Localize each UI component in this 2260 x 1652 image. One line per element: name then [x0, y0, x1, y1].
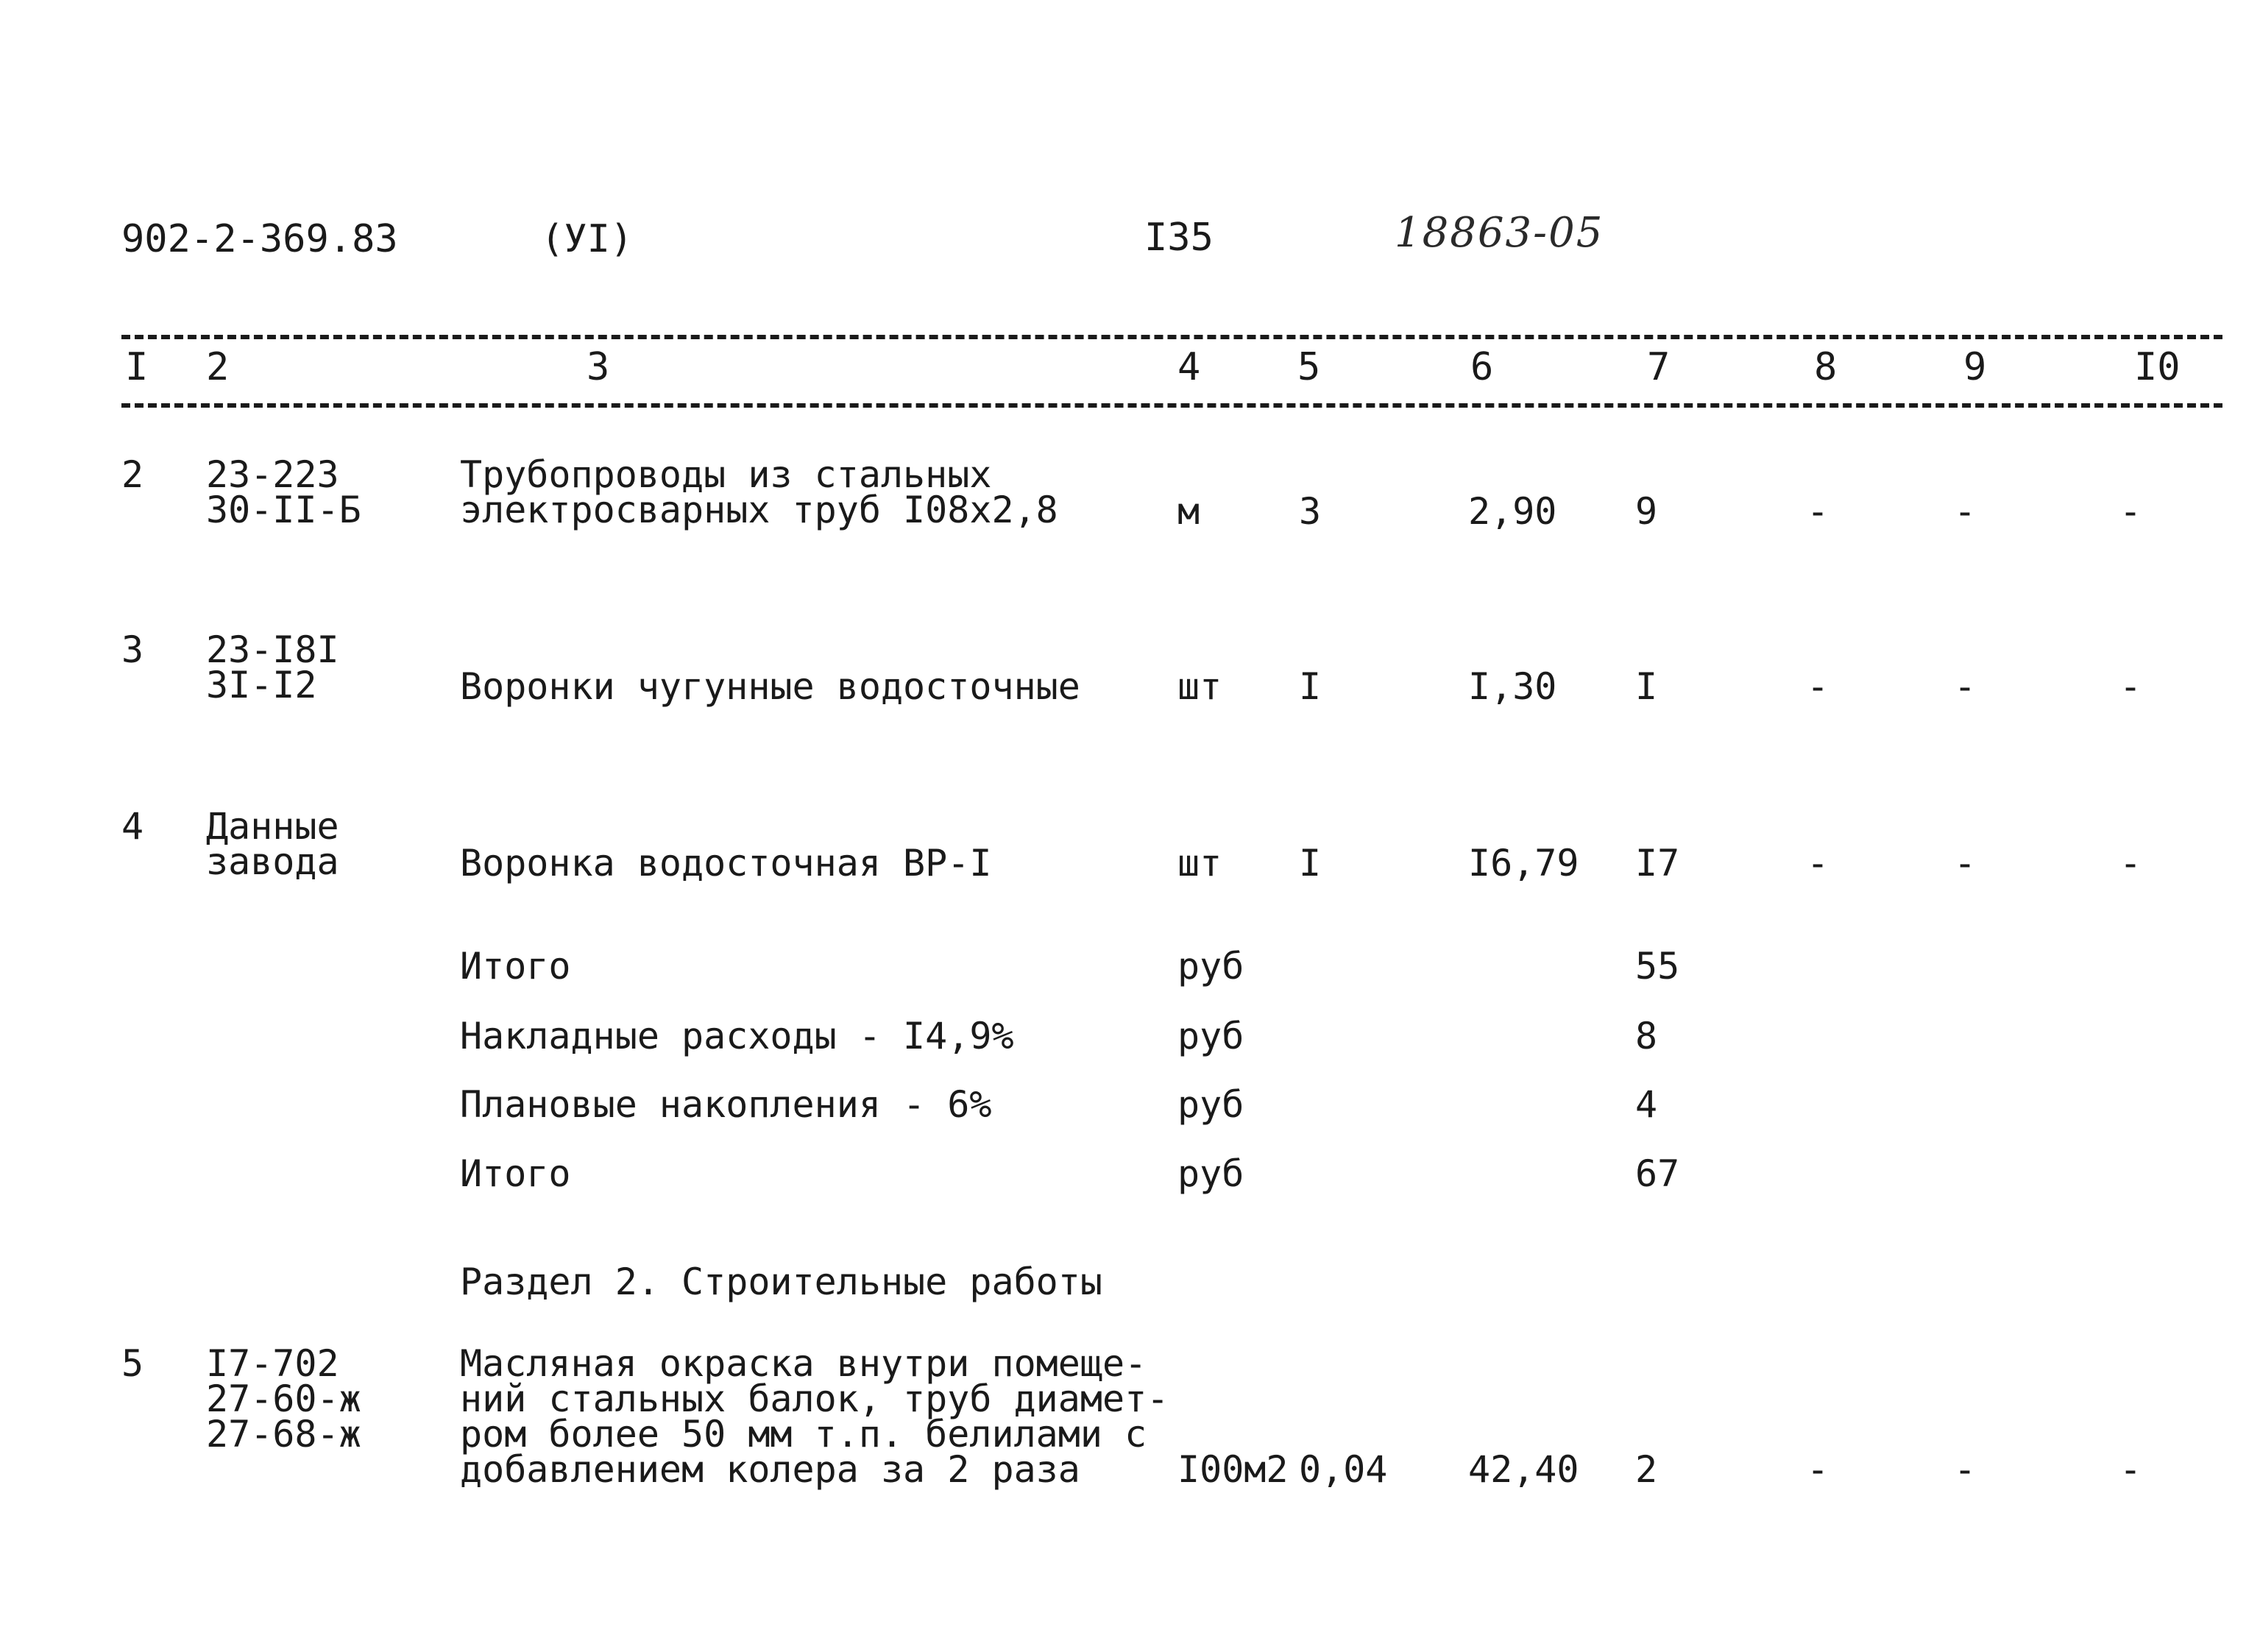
- handwritten-number: 18863-05: [1395, 209, 1604, 257]
- summary-total: 8: [1635, 1015, 1658, 1057]
- row-code-line: 30-II-Б: [206, 489, 361, 531]
- col-header-10: I0: [2134, 345, 2181, 389]
- volume-label: (УI): [541, 217, 634, 261]
- row-number: 3: [121, 628, 144, 671]
- summary-label: Итого: [460, 1152, 571, 1195]
- row-unit-price: 42,40: [1468, 1448, 1579, 1491]
- row-code-line: 23-223: [206, 453, 339, 496]
- row-code-line: I7-702: [206, 1342, 339, 1385]
- col-header-3: 3: [587, 345, 610, 389]
- row-col9: -: [1954, 1448, 1977, 1491]
- row-col8: -: [1807, 842, 1829, 885]
- row-col8: -: [1807, 665, 1829, 708]
- row-col9: -: [1954, 490, 1977, 533]
- row-total: I: [1635, 665, 1658, 708]
- row-col10: -: [2119, 665, 2142, 708]
- summary-total: 67: [1635, 1152, 1680, 1195]
- row-description-line: Воронка водосточная ВР-I: [460, 842, 992, 885]
- row-code-line: 23-I8I: [206, 628, 339, 671]
- col-header-6: 6: [1470, 345, 1494, 389]
- row-col10: -: [2119, 490, 2142, 533]
- col-header-2: 2: [206, 345, 230, 389]
- summary-total: 55: [1635, 945, 1680, 988]
- row-number: 2: [121, 453, 144, 496]
- row-col8: -: [1807, 1448, 1829, 1491]
- summary-label: Итого: [460, 945, 571, 988]
- row-unit: шт: [1177, 665, 1222, 708]
- document-code: 902-2-369.83: [121, 217, 398, 261]
- col-header-4: 4: [1177, 345, 1201, 389]
- row-col10: -: [2119, 1448, 2142, 1491]
- summary-unit: руб: [1177, 1083, 1244, 1126]
- row-total: I7: [1635, 842, 1680, 885]
- row-description-line: добавлением колера за 2 раза: [460, 1448, 1080, 1491]
- row-description-line: Масляная окраска внутри помеще-: [460, 1342, 1147, 1385]
- header-top-rule: [121, 335, 2222, 339]
- row-code-line: 27-60-ж: [206, 1378, 361, 1420]
- summary-unit: руб: [1177, 1152, 1244, 1195]
- col-header-8: 8: [1814, 345, 1838, 389]
- row-col8: -: [1807, 490, 1829, 533]
- summary-unit: руб: [1177, 1015, 1244, 1057]
- summary-unit: руб: [1177, 945, 1244, 988]
- row-code-line: 3I-I2: [206, 664, 317, 706]
- row-description-line: ний стальных балок, труб диамет-: [460, 1378, 1169, 1420]
- row-unit: I00м2: [1177, 1448, 1289, 1491]
- row-col9: -: [1954, 665, 1977, 708]
- row-code-line: 27-68-ж: [206, 1413, 361, 1456]
- row-unit-price: I,30: [1468, 665, 1557, 708]
- col-header-9: 9: [1963, 345, 1987, 389]
- row-unit: м: [1177, 490, 1200, 533]
- row-unit-price: I6,79: [1468, 842, 1579, 885]
- row-code-line: Данные: [206, 805, 339, 848]
- row-quantity: 0,04: [1299, 1448, 1388, 1491]
- row-description-line: Трубопроводы из стальных: [460, 453, 992, 496]
- row-quantity: I: [1299, 665, 1322, 708]
- summary-total: 4: [1635, 1083, 1658, 1126]
- header-bottom-rule: [121, 403, 2222, 408]
- row-number: 4: [121, 805, 144, 848]
- col-header-5: 5: [1297, 345, 1321, 389]
- summary-label: Плановые накопления - 6%: [460, 1083, 992, 1126]
- section-title: Раздел 2. Строительные работы: [460, 1261, 1102, 1303]
- row-total: 2: [1635, 1448, 1658, 1491]
- row-quantity: 3: [1299, 490, 1322, 533]
- col-header-1: I: [125, 345, 149, 389]
- row-description-line: электросварных труб I08x2,8: [460, 489, 1058, 531]
- row-code-line: завода: [206, 840, 339, 883]
- row-unit: шт: [1177, 842, 1222, 885]
- summary-label: Накладные расходы - I4,9%: [460, 1015, 1014, 1057]
- row-quantity: I: [1299, 842, 1322, 885]
- row-number: 5: [121, 1342, 144, 1385]
- col-header-7: 7: [1647, 345, 1671, 389]
- row-unit-price: 2,90: [1468, 490, 1557, 533]
- row-col10: -: [2119, 842, 2142, 885]
- page-number: I35: [1144, 216, 1214, 260]
- row-total: 9: [1635, 490, 1658, 533]
- row-description-line: ром более 50 мм т.п. белилами с: [460, 1413, 1147, 1456]
- row-description-line: Воронки чугунные водосточные: [460, 665, 1080, 708]
- row-col9: -: [1954, 842, 1977, 885]
